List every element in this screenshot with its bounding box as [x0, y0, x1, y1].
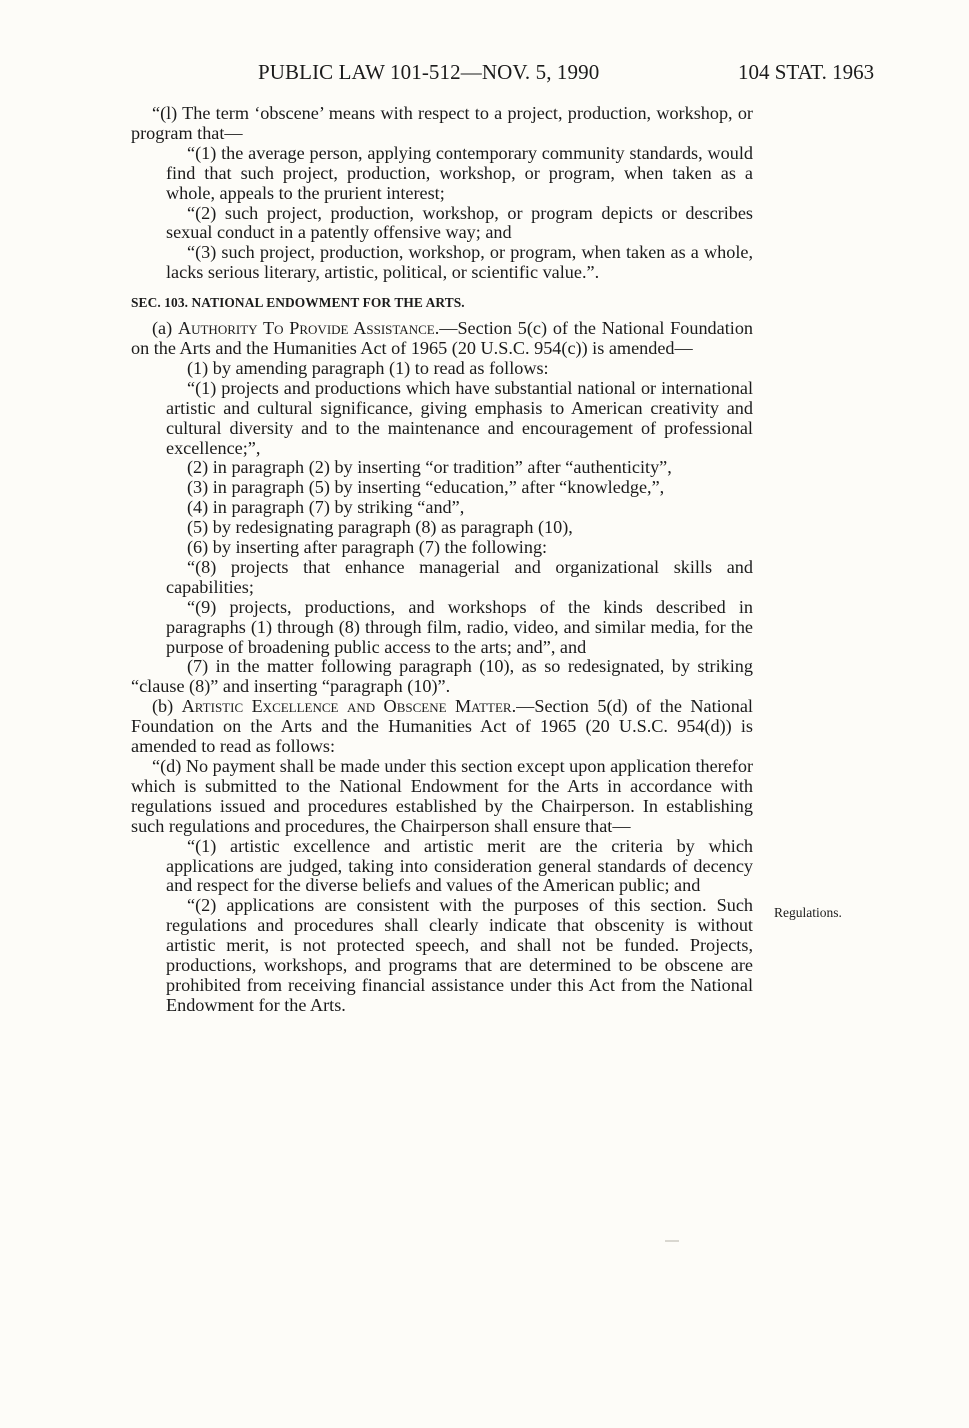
paragraph: “(3) such project, production, workshop, or program, when taken as a whole, lacks serious literary, artistic, political, or scientific value.”.	[166, 242, 753, 283]
page-mark	[665, 1240, 679, 1242]
paragraph: (7) in the matter following paragraph (10), as so redesignated, by striking “clause (8)” and inserting “paragraph (10)”.	[131, 656, 753, 697]
paragraph: (6) by inserting after paragraph (7) the following:	[187, 537, 548, 558]
subsection-heading: Authority To Provide Assistance.—	[177, 318, 458, 339]
paragraph-text: Section 5(c) of the National Foundation on the Arts and the Humanities Act of 1965 (20 U.S.C. 954(c)) is amended—	[131, 318, 754, 358]
paragraph	[131, 697, 753, 757]
page-header-stat: 104 STAT. 1963	[738, 60, 875, 84]
page-header-title: PUBLIC LAW 101-512—NOV. 5, 1990	[258, 60, 600, 84]
paragraph: “(d) No payment shall be made under this section except upon application therefor which is submitted to the National Endowment for the Arts in accordance with regulations issued and procedures established by the Chairperson. In establishing such regulations and procedures, the Chairperson shall ensure that—	[131, 756, 753, 836]
subsection-heading: Artistic Excellence and Obscene Matter.—	[181, 696, 535, 717]
paragraph: (5) by redesignating paragraph (8) as paragraph (10),	[187, 517, 573, 538]
paragraph: (4) in paragraph (7) by striking “and”,	[187, 497, 465, 518]
section-heading: SEC. 103. NATIONAL ENDOWMENT FOR THE ARTS.	[131, 295, 465, 311]
paragraph: “(9) projects, productions, and workshops of the kinds described in paragraphs (1) through (8) through film, radio, video, and similar media, for the purpose of broadening public access to the arts; and”, and	[166, 596, 753, 657]
paragraph: “(8) projects that enhance managerial and organizational skills and capabilities;	[166, 556, 753, 597]
margin-note: Regulations.	[774, 905, 842, 920]
paragraph: “(1) projects and productions which have substantial national or international artistic and cultural significance, giving emphasis to American creativity and cultural diversity and to the maintenance and encouragement of professional excellence;”,	[166, 377, 753, 458]
paragraph: (2) in paragraph (2) by inserting “or tradition” after “authenticity”,	[187, 457, 672, 478]
paragraph	[131, 319, 753, 359]
paragraph: “(1) artistic excellence and artistic merit are the criteria by which applications are judged, taking into consideration general standards of decency and respect for the diverse beliefs and values of the American public; and	[166, 835, 753, 896]
paragraph: “(2) such project, production, workshop, or program depicts or describes sexual conduct in a patently offensive way; and	[166, 202, 753, 243]
paragraph: (3) in paragraph (5) by inserting “education,” after “knowledge,”,	[187, 477, 665, 498]
subsection-label: (a)	[152, 318, 178, 339]
body-text	[131, 104, 753, 1016]
paragraph: “(l) The term ‘obscene’ means with respect to a project, production, workshop, or program that—	[131, 103, 753, 143]
paragraph-text: Section 5(d) of the National Foundation on the Arts and the Humanities Act of 1965 (20 U.S.C. 954(d)) is amended to read as follows:	[131, 696, 753, 757]
subsection-label: (b)	[152, 696, 182, 717]
paragraph: (1) by amending paragraph (1) to read as follows:	[187, 357, 549, 378]
paragraph: “(1) the average person, applying contemporary community standards, would find that such project, production, workshop, or program, when taken as a whole, appeals to the prurient interest;	[166, 142, 753, 203]
paragraph: “(2) applications are consistent with the purposes of this section. Such regulations and procedures shall clearly indicate that obscenity is without artistic merit, is not protected speech, and shall not be funded. Projects, productions, workshops, and programs that are determined to be obscene are prohibited from receiving financial assistance under this Act from the National Endowment for the Arts.	[166, 895, 753, 1015]
